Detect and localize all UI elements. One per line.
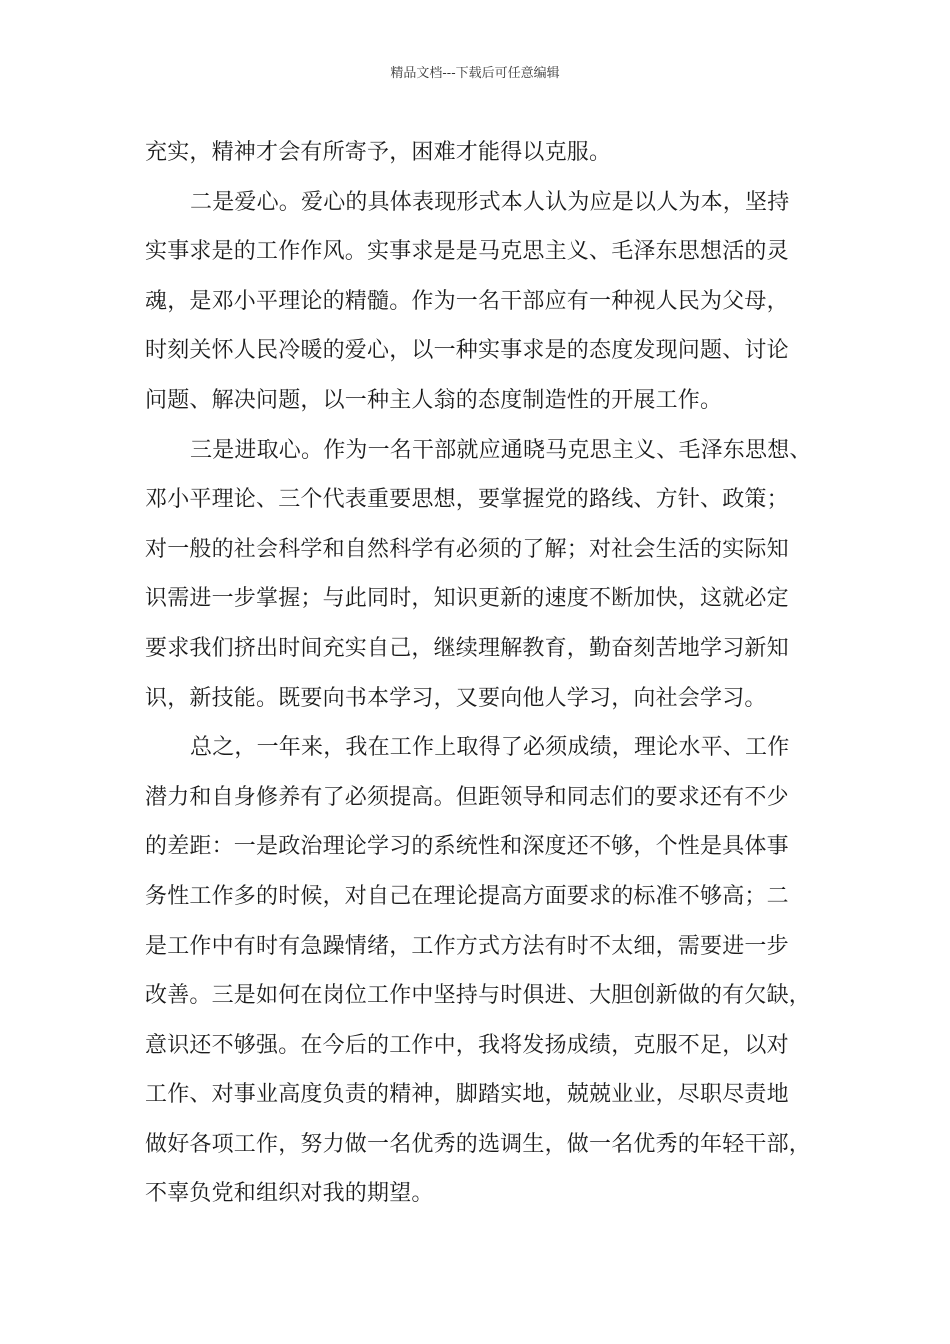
text-line: 邓小平理论、三个代表重要思想，要掌握党的路线、方针、政策；	[145, 487, 789, 513]
text-line: 总之，一年来，我在工作上取得了必须成绩，理论水平、工作	[190, 735, 790, 761]
text-line: 务性工作多的时候，对自己在理论提高方面要求的标准不够高；二	[145, 883, 789, 909]
text-line: 潜力和自身修养有了必须提高。但距领导和同志们的要求还有不少	[145, 784, 789, 810]
text-line: 做好各项工作，努力做一名优秀的选调生，做一名优秀的年轻干部，	[145, 1131, 812, 1157]
text-line: 识需进一步掌握；与此同时，知识更新的速度不断加快，这就必定	[145, 586, 789, 612]
paragraph	[145, 426, 812, 724]
document-body	[145, 128, 812, 1219]
text-line: 时刻关怀人民冷暖的爱心，以一种实事求是的态度发现问题、讨论	[145, 338, 789, 364]
text-line: 是工作中有时有急躁情绪，工作方式方法有时不太细，需要进一步	[145, 933, 789, 959]
paragraph	[145, 723, 812, 1219]
text-line: 对一般的社会科学和自然科学有必须的了解；对社会生活的实际知	[145, 536, 789, 562]
text-line: 识，新技能。既要向书本学习，又要向他人学习，向社会学习。	[145, 685, 767, 711]
text-line: 二是爱心。爱心的具体表现形式本人认为应是以人为本，坚持	[190, 189, 790, 215]
text-line: 三是进取心。作为一名干部就应通晓马克思主义、毛泽东思想、	[190, 437, 812, 463]
text-line: 改善。三是如何在岗位工作中坚持与时俱进、大胆创新做的有欠缺，	[145, 983, 812, 1009]
text-line: 要求我们挤出时间充实自己，继续理解教育，勤奋刻苦地学习新知	[145, 635, 789, 661]
text-line: 意识还不够强。在今后的工作中，我将发扬成绩，克服不足，以对	[145, 1032, 789, 1058]
paragraph	[145, 128, 805, 178]
text-line: 充实，精神才会有所寄予，困难才能得以克服。	[145, 140, 612, 165]
text-line: 的差距：一是政治理论学习的系统性和深度还不够，个性是具体事	[145, 834, 789, 860]
text-line: 工作、对事业高度负责的精神，脚踏实地，兢兢业业，尽职尽责地	[145, 1082, 789, 1108]
text-line: 实事求是的工作作风。实事求是是马克思主义、毛泽东思想活的灵	[145, 239, 789, 265]
text-line: 不辜负党和组织对我的期望。	[145, 1181, 434, 1207]
text-line: 魂，是邓小平理论的精髓。作为一名干部应有一种视人民为父母，	[145, 288, 789, 314]
text-line: 问题、解决问题，以一种主人翁的态度制造性的开展工作。	[145, 387, 723, 413]
paragraph	[145, 178, 805, 426]
page-header: 精品文档---下载后可任意编辑	[390, 66, 560, 81]
